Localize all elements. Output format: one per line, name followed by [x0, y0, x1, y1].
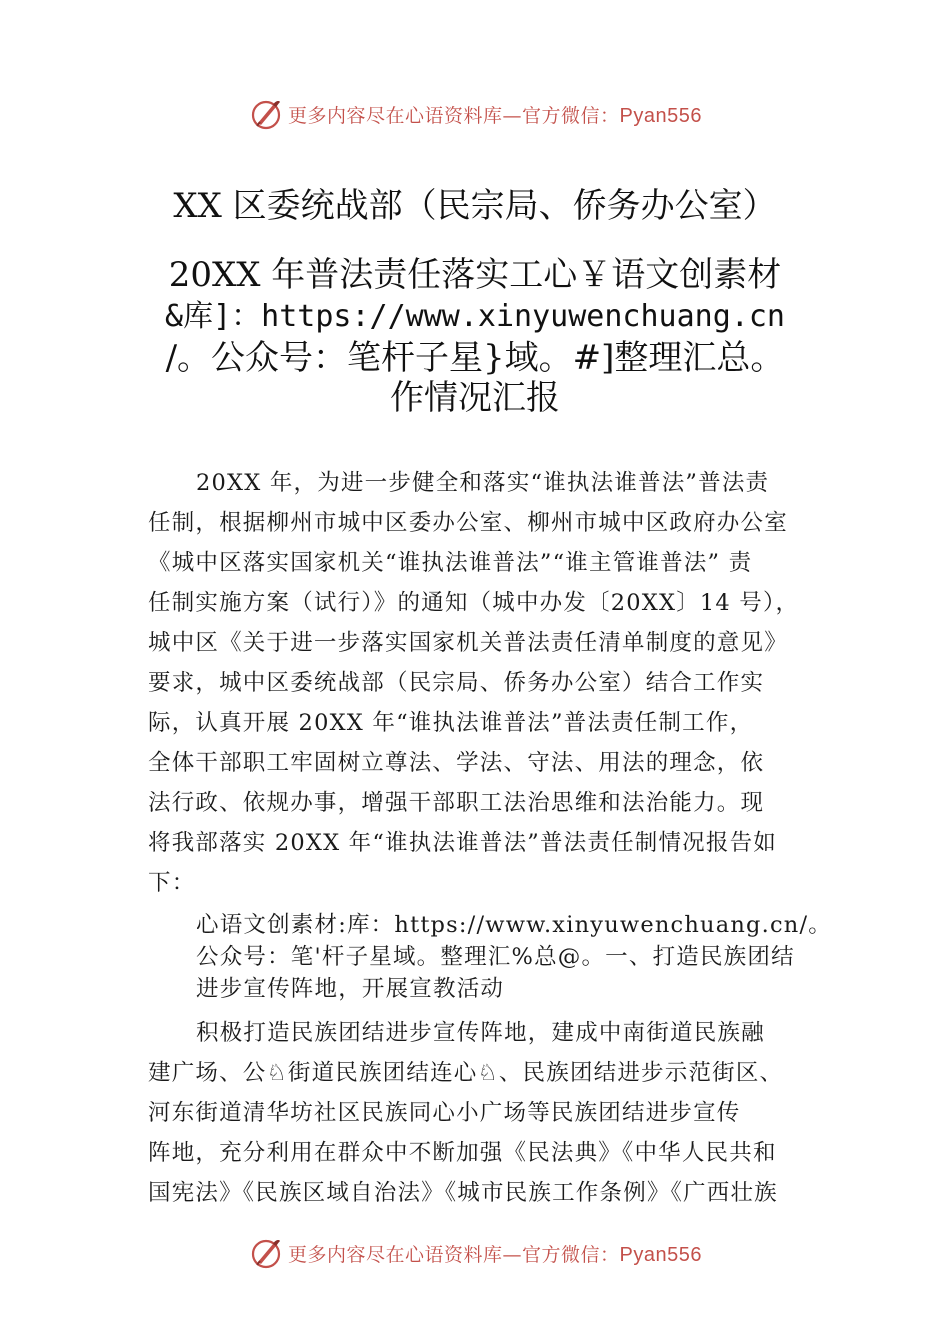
text-line: 法行政、依规办事，增强干部职工法治思维和法治能力。现	[148, 790, 765, 816]
text-line: 积极打造民族团结进步宣传阵地，建成中南街道民族融	[196, 1020, 765, 1046]
text-line: 河东街道清华坊社区民族同心小广场等民族团结进步宣传	[148, 1100, 741, 1126]
page-title-line-1: XX 区委统战部（民宗局、侨务办公室）	[173, 186, 777, 226]
quill-pen-icon	[248, 96, 284, 132]
body-paragraph-3	[148, 1013, 838, 1213]
text-line: 城中区《关于进一步落实国家机关普法责任清单制度的意见》	[148, 630, 788, 656]
page-title-line-5: 作情况汇报	[390, 378, 560, 418]
text-line: 际，认真开展 20XX 年“谁执法谁普法”普法责任制工作，	[148, 710, 754, 736]
banner-text-cn: 更多内容尽在心语资料库—官方微信：	[288, 104, 620, 127]
text-line: 将我部落实 20XX 年“谁执法谁普法”普法责任制情况报告如	[148, 830, 777, 856]
text-line: 《城中区落实国家机关“谁执法谁普法”“谁主管谁普法” 责	[148, 550, 753, 576]
banner-text	[288, 101, 702, 128]
text-line: 要求，城中区委统战部（民宗局、侨务办公室）结合工作实	[148, 670, 765, 696]
text-line: 建广场、公♘街道民族团结连心♘、民族团结进步示范街区、	[148, 1060, 784, 1086]
text-line: 全体干部职工牢固树立尊法、学法、守法、用法的理念，依	[148, 750, 765, 776]
banner-wechat-id: Pyan556	[619, 1243, 702, 1266]
page-title-line-2: 20XX 年普法责任落实工心￥语文创素材	[168, 255, 782, 295]
text-line: 阵地，充分利用在群众中不断加强《民法典》《中华人民共和	[148, 1140, 777, 1166]
footer-banner	[0, 1231, 950, 1275]
text-line: 公众号：笔'杆子星域。整理汇%总@。一、打造民族团结	[196, 944, 795, 970]
text-line: 任制实施方案（试行）》的通知（城中办发〔20XX〕14 号），	[148, 590, 800, 616]
text-line: 下：	[148, 870, 196, 896]
quill-pen-icon	[248, 1235, 284, 1271]
body-paragraph-2	[148, 909, 838, 1005]
text-line: 任制，根据柳州市城中区委办公室、柳州市城中区政府办公室	[148, 510, 788, 536]
banner-text-cn: 更多内容尽在心语资料库—官方微信：	[288, 1243, 620, 1266]
banner-text	[288, 1240, 702, 1267]
banner-wechat-id: Pyan556	[619, 104, 702, 127]
text-line: 进步宣传阵地，开展宣教活动	[196, 976, 505, 1002]
page-title-line-3: &库]：https://www.xinyuwenchuang.cn	[165, 299, 785, 334]
body-paragraph-1	[148, 463, 838, 903]
text-line: 心语文创素材:库：https://www.xinyuwenchuang.cn/。	[196, 912, 832, 938]
text-line: 国宪法》《民族区域自治法》《城市民族工作条例》《广西壮族	[148, 1180, 778, 1206]
page-title-line-4: /。公众号：笔杆子星}域。#]整理汇总。	[165, 338, 785, 378]
text-line: 20XX 年，为进一步健全和落实“谁执法谁普法”普法责	[196, 470, 770, 496]
header-banner	[0, 92, 950, 136]
